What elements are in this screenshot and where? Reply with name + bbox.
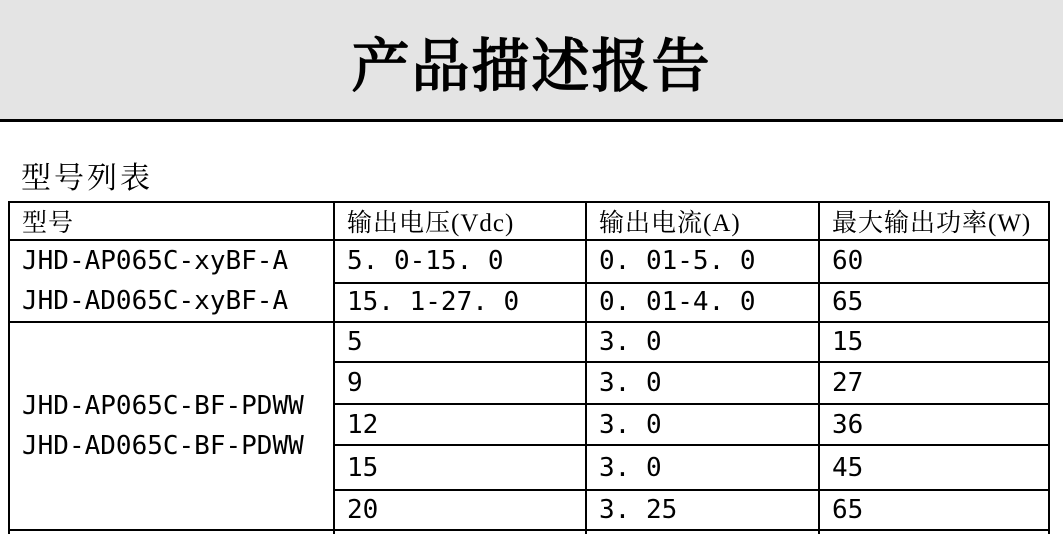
column-header-max-output-power: 最大输出功率(W) [819,202,1049,240]
table-row [9,322,1049,362]
max-output-power-cell: 65 [819,283,1049,322]
empty-cell [9,530,334,534]
output-voltage-cell: 20 [334,490,586,530]
column-header-output-current: 输出电流(A) [586,202,819,240]
output-voltage-cell: 5 [334,322,586,362]
output-voltage-cell: 12 [334,404,586,445]
max-output-power-cell: 27 [819,362,1049,404]
column-header-model: 型号 [9,202,334,240]
model-cell [9,322,334,530]
report-header-band [0,0,1063,122]
empty-cell [586,530,819,534]
max-output-power-cell: 65 [819,490,1049,530]
model-name: JHD-AD065C-xyBF-A [22,286,289,316]
output-current-cell: 0. 01-4. 0 [586,283,819,322]
output-current-cell: 3. 0 [586,322,819,362]
empty-cell [334,530,586,534]
max-output-power-cell: 36 [819,404,1049,445]
table-header-row [9,202,1049,240]
output-current-cell: 3. 0 [586,404,819,445]
section-heading: 型号列表 [21,162,153,195]
output-voltage-cell: 15. 1-27. 0 [334,283,586,322]
model-list-table [8,201,1050,534]
model-cell [9,240,334,322]
output-voltage-cell: 9 [334,362,586,404]
model-name: JHD-AP065C-BF-PDWW [22,391,304,421]
output-current-cell: 3. 0 [586,362,819,404]
max-output-power-cell: 15 [819,322,1049,362]
table-row [9,240,1049,283]
output-voltage-cell: 5. 0-15. 0 [334,240,586,283]
table-row-cutoff [9,530,1049,534]
output-current-cell: 3. 0 [586,445,819,490]
model-name: JHD-AD065C-BF-PDWW [22,431,304,461]
output-current-cell: 0. 01-5. 0 [586,240,819,283]
max-output-power-cell: 60 [819,240,1049,283]
report-title: 产品描述报告 [351,33,712,99]
column-header-output-voltage: 输出电压(Vdc) [334,202,586,240]
max-output-power-cell: 45 [819,445,1049,490]
output-voltage-cell: 15 [334,445,586,490]
empty-cell [819,530,1049,534]
model-name: JHD-AP065C-xyBF-A [22,246,289,276]
output-current-cell: 3. 25 [586,490,819,530]
